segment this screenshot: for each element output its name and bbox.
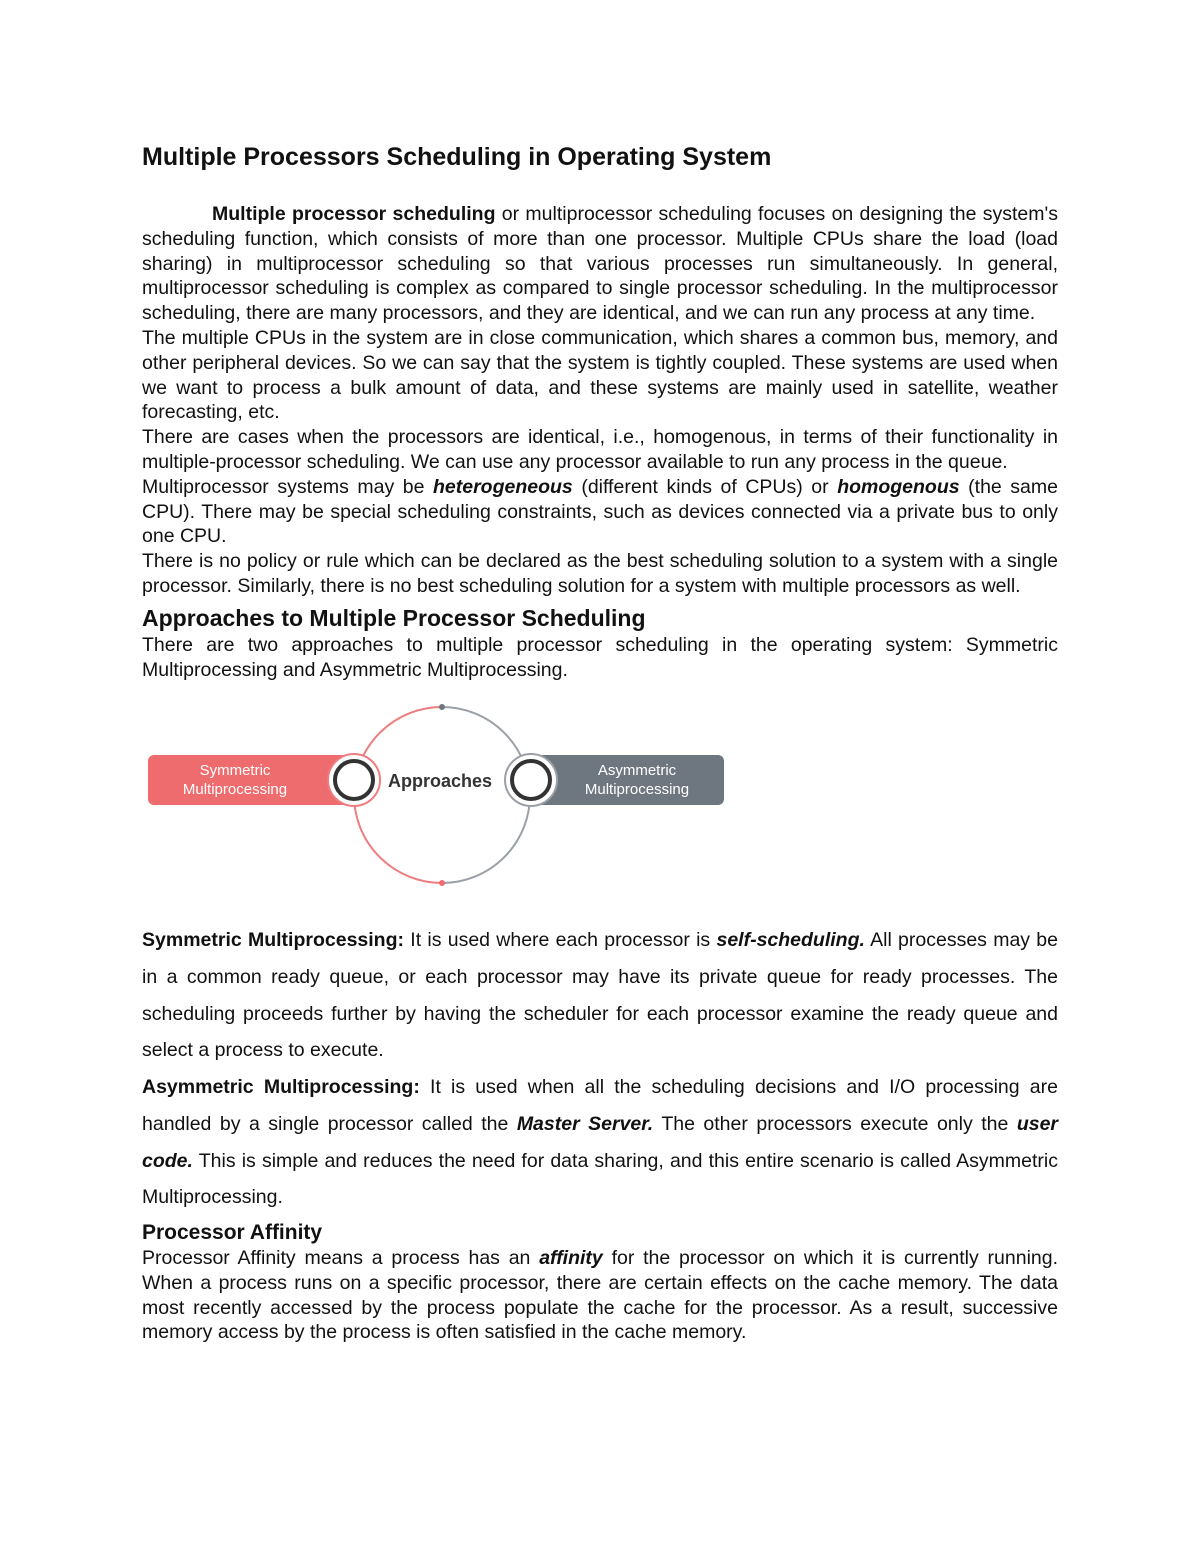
intro-paragraph bbox=[142, 202, 1058, 326]
approaches-diagram bbox=[142, 692, 742, 892]
paragraph-affinity bbox=[142, 1246, 1058, 1345]
bottom-dot bbox=[439, 880, 445, 886]
document-page bbox=[142, 140, 1058, 1345]
paragraph-heterogeneous bbox=[142, 475, 1058, 549]
term-heterogeneous: heterogeneous bbox=[433, 475, 573, 498]
symmetric-label-line2: Multiprocessing bbox=[182, 781, 288, 799]
text-span: (different kinds of CPUs) or bbox=[572, 475, 838, 498]
text-span: This is simple and reduces the need for data sharing, and this entire scenario is called Asymmetric Multiprocessing. bbox=[142, 1149, 1058, 1209]
text-span: All processes may be in a common ready queue, or each processor may have its private queue for ready processes. The scheduling proceeds further by having the scheduler for each processor examine the ready queue and select a process to execute. bbox=[142, 929, 1058, 1062]
term-master-server: Master Server. bbox=[516, 1112, 654, 1135]
asymmetric-label-line1: Asymmetric bbox=[597, 762, 677, 780]
term-homogenous: homogenous bbox=[837, 475, 960, 498]
left-node-inner bbox=[335, 761, 373, 799]
intro-lead-bold: Multiple processor scheduling bbox=[212, 203, 496, 225]
paragraph-no-policy: There is no policy or rule which can be declared as the best scheduling solution to a system with a single processor. Similarly, there is no best scheduling solution for a system with multiple processors as well. bbox=[142, 550, 1058, 597]
term-self-scheduling: self-scheduling. bbox=[716, 929, 865, 952]
text-span: The other processors execute only the bbox=[653, 1112, 1017, 1135]
text-span: Multiprocessor systems may be bbox=[142, 475, 433, 498]
symmetric-label-line1: Symmetric bbox=[199, 762, 271, 780]
page-title: Multiple Processors Scheduling in Operating System bbox=[142, 143, 772, 171]
text-span: It is used when all the scheduling decisions and I/O processing are handled by a single processor called the bbox=[142, 1076, 1058, 1135]
asymmetric-pill-label bbox=[562, 761, 712, 799]
text-span: Processor Affinity means a process has an bbox=[142, 1246, 540, 1269]
label-asymmetric: Asymmetric Multiprocessing: bbox=[142, 1076, 420, 1099]
symmetric-pill-label bbox=[160, 761, 310, 799]
right-node-inner bbox=[512, 761, 550, 799]
paragraph-approaches: There are two approaches to multiple processor scheduling in the operating system: Symmetric Multiprocessing and Asymmetric Multiprocessing. bbox=[142, 633, 1058, 681]
paragraph-tightly-coupled: The multiple CPUs in the system are in close communication, which shares a common bus, memory, and other peripheral devices. So we can say that the system is tightly coupled. These systems are used when we want to process a bulk amount of data, and these systems are mainly used in satellite, weather forecasting, etc. bbox=[142, 326, 1058, 424]
intro-lead-text: or multiprocessor scheduling focuses on designing the system's scheduling function, which consists of more than one processor. Multiple CPUs share the load (load sharing) in multiprocessor scheduling so that various processes run simultaneously. In general, multiprocessor scheduling is complex as compared to single processor scheduling. In the multiprocessor scheduling, there are many processors, and they are identical, and we can run any process at any time. bbox=[142, 203, 1058, 325]
asymmetric-label-line2: Multiprocessing bbox=[584, 781, 690, 799]
text-span: (the same CPU). There may be special scheduling constraints, such as devices connected via a private bus to only one CPU. bbox=[142, 475, 1058, 548]
label-symmetric: Symmetric Multiprocessing: bbox=[142, 929, 404, 952]
paragraph-symmetric bbox=[142, 922, 1058, 1069]
heading-approaches: Approaches to Multiple Processor Scheduling bbox=[142, 604, 646, 631]
paragraph-identical-processors: There are cases when the processors are identical, i.e., homogenous, in terms of their functionality in multiple-processor scheduling. We can use any processor available to run any process in the queue. bbox=[142, 426, 1058, 473]
paragraph-asymmetric bbox=[142, 1069, 1058, 1216]
approaches-center-label: Approaches bbox=[388, 771, 493, 792]
term-affinity: affinity bbox=[539, 1246, 603, 1269]
heading-processor-affinity: Processor Affinity bbox=[142, 1220, 323, 1244]
text-span: for the processor on which it is currently running. When a process runs on a specific processor, there are certain effects on the cache memory. The data most recently accessed by the process populate the cache for the processor. As a result, successive memory access by the process is often satisfied in the cache memory. bbox=[142, 1246, 1059, 1344]
top-dot bbox=[439, 704, 445, 710]
term-user-code: user code. bbox=[142, 1112, 1059, 1172]
text-span: It is used where each processor is bbox=[404, 929, 717, 952]
